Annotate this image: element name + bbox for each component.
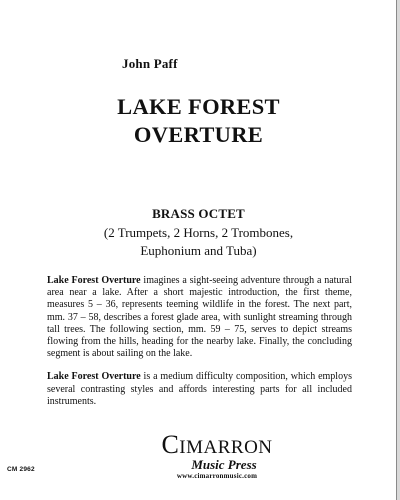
instrumentation-block (0, 205, 397, 261)
publisher-logo (137, 430, 297, 481)
ensemble-heading: BRASS OCTET (152, 206, 245, 221)
description-paragraph-1-title: Lake Forest Overture (47, 275, 141, 286)
publisher-subtitle: Music Press (191, 457, 257, 472)
publisher-name (137, 430, 297, 459)
description-paragraph-2-text: is a medium difficulty composition, which employs several contrasting styles and affords interesting parts for all included instruments. (47, 371, 352, 407)
description-paragraph-2-title: Lake Forest Overture (47, 371, 141, 383)
title-line-2: OVERTURE (133, 122, 264, 147)
catalog-number: CM 2962 (7, 466, 35, 473)
composer-name: John Paff (122, 56, 178, 71)
description-paragraph-1 (47, 275, 352, 360)
instrumentation-line-2: Euphonium and Tuba) (140, 243, 257, 258)
title-line-1: LAKE FOREST (117, 94, 280, 119)
description-paragraph-1-text: imagines a sight-seeing adventure through a natural area near a lake. After a short majestic introduction, the first theme, measures 5 – 36, represents teeming wildlife in the forest. The next part, mm. 37 – 58, describes a forest glade area, with sunlight streaming through tall trees. The following section, mm. 59 – 75, serves to depict streams flowing from the hills, heading for the nearby lake. Finally, the concluding segment is about sailing on the lake. (47, 275, 352, 360)
publisher-url: www.cimarronmusic.com (176, 472, 258, 480)
description-paragraph-2 (47, 371, 352, 408)
piece-title (0, 93, 397, 149)
instrumentation-line-1: (2 Trumpets, 2 Horns, 2 Trombones, (103, 224, 294, 240)
description (47, 275, 352, 419)
publisher-name-rest: IMARRON (179, 437, 273, 458)
publisher-name-initial: C (161, 430, 180, 459)
